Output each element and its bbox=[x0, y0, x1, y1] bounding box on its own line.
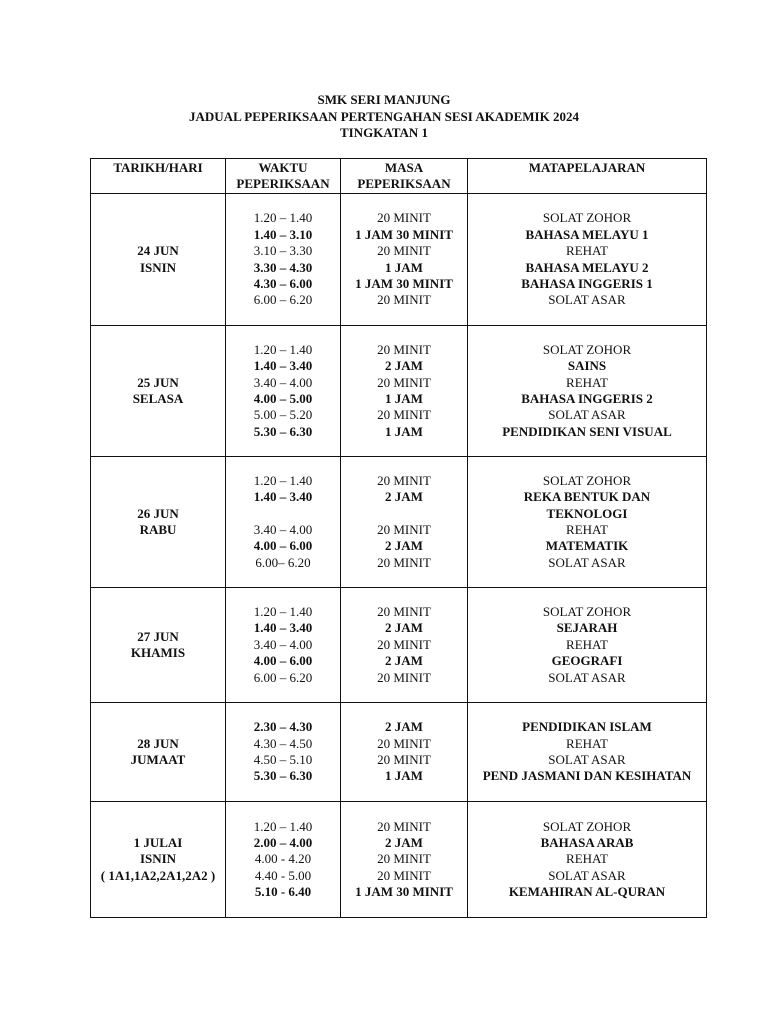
duration-entry: 20 MINIT bbox=[377, 374, 431, 390]
duration-entry: 20 MINIT bbox=[377, 818, 431, 834]
subject-entry: BAHASA ARAB bbox=[540, 834, 634, 850]
day-label: RABU bbox=[139, 522, 177, 537]
subject-cell bbox=[468, 194, 707, 326]
document-title: JADUAL PEPERIKSAAN PERTENGAHAN SESI AKADEMIK 2024 bbox=[189, 108, 579, 124]
day-cell bbox=[91, 326, 226, 457]
time-entry: 4.30 – 6.00 bbox=[253, 275, 313, 291]
time-entry: 3.10 – 3.30 bbox=[253, 243, 313, 259]
time-cell bbox=[226, 457, 341, 588]
duration-entry: 20 MINIT bbox=[377, 292, 431, 308]
duration-entry: 1 JAM 30 MINIT bbox=[355, 226, 453, 242]
subject-entry: BAHASA INGGERIS 1 bbox=[521, 275, 653, 291]
duration-entry: 2 JAM bbox=[385, 620, 423, 636]
subject-entry: MATEMATIK bbox=[545, 538, 629, 554]
day-cell bbox=[91, 194, 226, 326]
time-entry: 4.30 – 4.50 bbox=[253, 735, 313, 751]
duration-cell bbox=[341, 457, 468, 588]
duration-entry: 20 MINIT bbox=[377, 636, 431, 652]
time-entry: 3.40 – 4.00 bbox=[253, 522, 313, 537]
day-cell bbox=[91, 588, 226, 703]
document-header bbox=[0, 92, 768, 142]
time-entry: 4.00 – 6.00 bbox=[253, 538, 313, 554]
subject-entry: BAHASA MELAYU 1 bbox=[525, 226, 649, 242]
duration-entry: 2 JAM bbox=[385, 834, 423, 850]
day-label: SELASA bbox=[132, 391, 184, 406]
time-entry: 1.20 – 1.40 bbox=[253, 818, 313, 834]
table-header-row bbox=[91, 159, 707, 194]
column-header-line: MATAPELAJARAN bbox=[528, 160, 646, 175]
subject-entry: SOLAT ASAR bbox=[548, 407, 626, 423]
time-entry: 1.20 – 1.40 bbox=[253, 210, 313, 226]
time-entry: 6.00– 6.20 bbox=[255, 554, 311, 570]
subject-entry: SOLAT ZOHOR bbox=[542, 341, 632, 357]
subject-entry: SOLAT ZOHOR bbox=[542, 818, 632, 834]
day-label: 26 JUN bbox=[137, 505, 179, 521]
duration-entry: 2 JAM bbox=[385, 358, 423, 374]
table-row bbox=[91, 802, 707, 918]
duration-entry: 1 JAM bbox=[385, 391, 423, 406]
subject-entry: SAINS bbox=[567, 358, 607, 374]
time-entry: 4.50 – 5.10 bbox=[253, 752, 313, 767]
duration-entry: 1 JAM bbox=[385, 768, 423, 784]
time-entry bbox=[226, 506, 340, 522]
subject-entry: SEJARAH bbox=[556, 620, 618, 636]
time-entry: 1.20 – 1.40 bbox=[253, 604, 313, 620]
subject-entry: SOLAT ZOHOR bbox=[542, 210, 632, 226]
duration-cell bbox=[341, 194, 468, 326]
duration-entry: 20 MINIT bbox=[377, 554, 431, 570]
subject-entry: REKA BENTUK DAN bbox=[523, 489, 651, 505]
subject-entry: KEMAHIRAN AL-QURAN bbox=[508, 884, 666, 900]
time-entry: 4.00 – 6.00 bbox=[253, 653, 313, 669]
day-cell bbox=[91, 703, 226, 802]
column-header-line: PEPERIKSAAN bbox=[357, 176, 451, 192]
table-row bbox=[91, 588, 707, 703]
duration-entry: 20 MINIT bbox=[377, 735, 431, 751]
time-cell bbox=[226, 326, 341, 457]
day-label: 1 JULAI bbox=[133, 834, 183, 850]
time-entry: 4.00 - 4.20 bbox=[254, 851, 312, 867]
duration-entry: 20 MINIT bbox=[377, 604, 431, 620]
subject-entry: PEND JASMANI DAN KESIHATAN bbox=[482, 768, 692, 784]
time-cell bbox=[226, 588, 341, 703]
day-label: 27 JUN bbox=[137, 628, 179, 644]
time-entry: 1.20 – 1.40 bbox=[253, 341, 313, 357]
subject-entry: SOLAT ASAR bbox=[548, 669, 626, 685]
time-entry: 3.40 – 4.00 bbox=[253, 636, 313, 652]
subject-entry: SOLAT ASAR bbox=[548, 752, 626, 767]
duration-entry: 20 MINIT bbox=[377, 851, 431, 867]
day-label: ISNIN bbox=[139, 259, 177, 275]
time-cell bbox=[226, 802, 341, 918]
day-cell bbox=[91, 802, 226, 918]
subject-cell bbox=[468, 703, 707, 802]
exam-schedule-table bbox=[90, 158, 707, 918]
duration-entry: 20 MINIT bbox=[377, 867, 431, 883]
subject-entry: PENDIDIKAN ISLAM bbox=[522, 719, 652, 735]
column-header-matapelajaran bbox=[468, 159, 707, 194]
time-entry: 4.00 – 5.00 bbox=[253, 391, 313, 406]
subject-cell bbox=[468, 802, 707, 918]
subject-cell bbox=[468, 457, 707, 588]
duration-cell bbox=[341, 802, 468, 918]
subject-entry: GEOGRAFI bbox=[551, 653, 623, 669]
time-entry: 2.00 – 4.00 bbox=[253, 834, 313, 850]
table-row bbox=[91, 457, 707, 588]
duration-entry: 20 MINIT bbox=[377, 210, 431, 226]
duration-entry: 2 JAM bbox=[385, 719, 423, 735]
duration-entry bbox=[341, 506, 467, 522]
table-row bbox=[91, 326, 707, 457]
day-label: ( 1A1,1A2,2A1,2A2 ) bbox=[100, 867, 216, 883]
duration-entry: 2 JAM bbox=[385, 653, 423, 669]
duration-entry: 1 JAM bbox=[385, 423, 423, 439]
subject-entry: SOLAT ASAR bbox=[548, 292, 626, 308]
time-entry: 3.30 – 4.30 bbox=[253, 259, 313, 275]
subject-entry: TEKNOLOGI bbox=[546, 505, 628, 521]
day-label: JUMAAT bbox=[130, 752, 186, 767]
time-entry: 3.40 – 4.00 bbox=[253, 374, 313, 390]
duration-entry: 20 MINIT bbox=[377, 472, 431, 488]
day-label: 24 JUN bbox=[137, 243, 179, 259]
subject-entry: REHAT bbox=[566, 243, 608, 259]
time-entry: 1.40 – 3.40 bbox=[253, 358, 313, 374]
time-entry: 6.00 – 6.20 bbox=[253, 292, 313, 308]
subject-entry: SOLAT ZOHOR bbox=[542, 604, 632, 620]
duration-entry: 20 MINIT bbox=[377, 407, 431, 423]
subject-entry: REHAT bbox=[566, 851, 608, 867]
time-entry: 1.40 – 3.40 bbox=[253, 489, 313, 505]
time-entry: 1.40 – 3.40 bbox=[253, 620, 313, 636]
column-header-line: PEPERIKSAAN bbox=[236, 176, 330, 192]
time-entry: 5.00 – 5.20 bbox=[253, 407, 313, 423]
column-header-line: WAKTU bbox=[258, 160, 308, 175]
duration-entry: 1 JAM bbox=[385, 259, 423, 275]
subject-entry: SOLAT ASAR bbox=[548, 867, 626, 883]
school-name: SMK SERI MANJUNG bbox=[317, 92, 451, 107]
table-row bbox=[91, 703, 707, 802]
column-header-waktu-peperiksaan bbox=[226, 159, 341, 194]
duration-entry: 20 MINIT bbox=[377, 752, 431, 767]
day-label: KHAMIS bbox=[130, 645, 186, 660]
time-cell bbox=[226, 194, 341, 326]
column-header-masa-peperiksaan bbox=[341, 159, 468, 194]
day-label: ISNIN bbox=[139, 851, 177, 867]
time-cell bbox=[226, 703, 341, 802]
time-entry: 1.40 – 3.10 bbox=[253, 226, 313, 242]
duration-entry: 2 JAM bbox=[385, 489, 423, 505]
subject-entry: REHAT bbox=[566, 522, 608, 537]
day-label: 25 JUN bbox=[137, 374, 179, 390]
duration-entry: 20 MINIT bbox=[377, 243, 431, 259]
subject-cell bbox=[468, 588, 707, 703]
time-entry: 1.20 – 1.40 bbox=[253, 472, 313, 488]
duration-entry: 20 MINIT bbox=[377, 522, 431, 537]
duration-entry: 1 JAM 30 MINIT bbox=[355, 884, 453, 900]
column-header-tarikh-hari bbox=[91, 159, 226, 194]
subject-entry: BAHASA MELAYU 2 bbox=[525, 259, 649, 275]
subject-entry: REHAT bbox=[566, 735, 608, 751]
subject-cell bbox=[468, 326, 707, 457]
subject-entry: BAHASA INGGERIS 2 bbox=[521, 391, 653, 406]
time-entry: 2.30 – 4.30 bbox=[253, 719, 313, 735]
subject-entry: PENDIDIKAN SENI VISUAL bbox=[502, 423, 672, 439]
subject-entry: REHAT bbox=[566, 374, 608, 390]
duration-entry: 2 JAM bbox=[385, 538, 423, 554]
subject-entry: SOLAT ZOHOR bbox=[542, 472, 632, 488]
column-header-line: MASA bbox=[384, 160, 424, 175]
duration-entry: 20 MINIT bbox=[377, 341, 431, 357]
day-label: 28 JUN bbox=[137, 735, 179, 751]
column-header-line: TARIKH/HARI bbox=[113, 160, 203, 175]
subject-entry: REHAT bbox=[566, 636, 608, 652]
time-entry: 4.40 - 5.00 bbox=[254, 867, 312, 883]
subject-entry: SOLAT ASAR bbox=[548, 554, 626, 570]
time-entry: 5.10 - 6.40 bbox=[254, 884, 312, 900]
time-entry: 6.00 – 6.20 bbox=[253, 669, 313, 685]
day-cell bbox=[91, 457, 226, 588]
time-entry: 5.30 – 6.30 bbox=[253, 423, 313, 439]
time-entry: 5.30 – 6.30 bbox=[253, 768, 313, 784]
duration-cell bbox=[341, 326, 468, 457]
table-body bbox=[91, 194, 707, 918]
duration-entry: 20 MINIT bbox=[377, 669, 431, 685]
table-row bbox=[91, 194, 707, 326]
duration-entry: 1 JAM 30 MINIT bbox=[355, 275, 453, 291]
duration-cell bbox=[341, 703, 468, 802]
duration-cell bbox=[341, 588, 468, 703]
form-level: TINGKATAN 1 bbox=[340, 125, 428, 140]
